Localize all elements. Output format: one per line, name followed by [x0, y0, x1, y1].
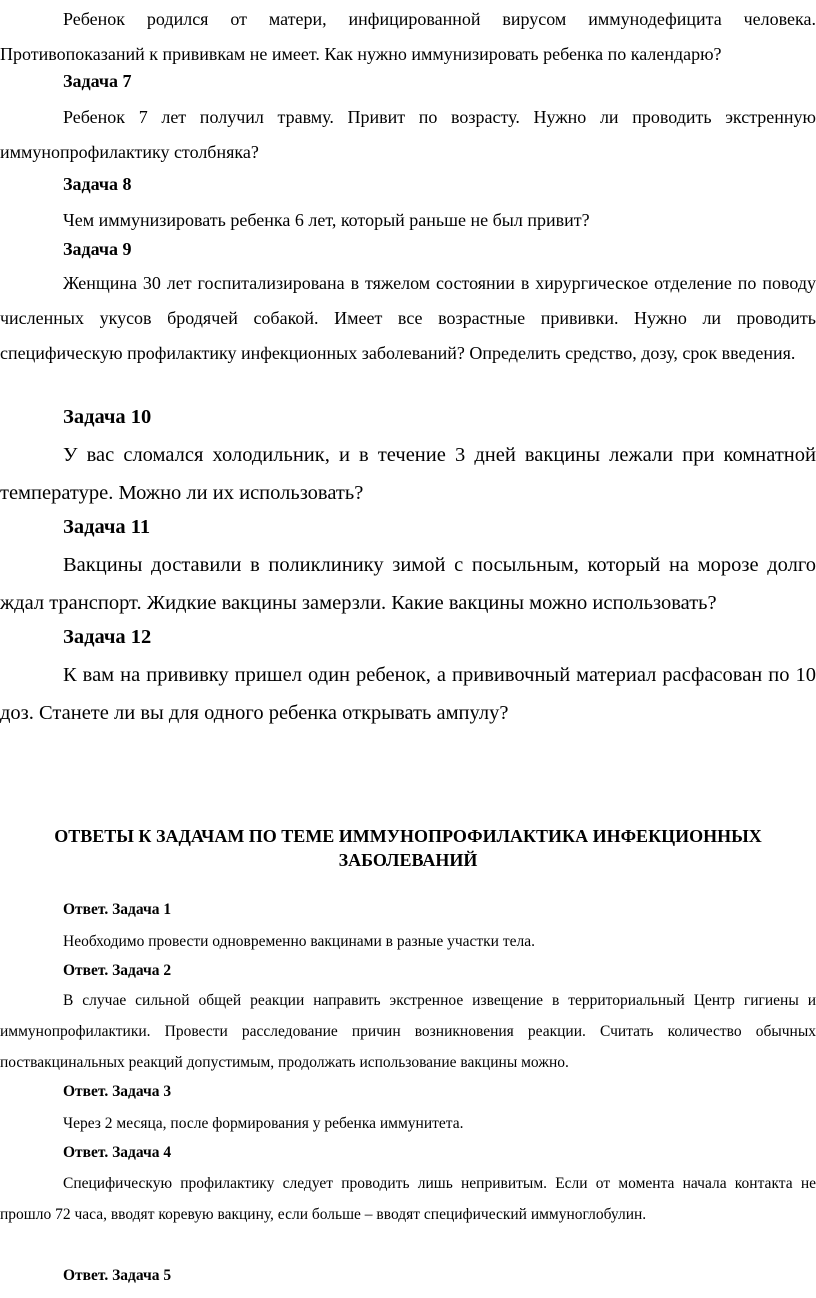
- task-10-text: У вас сломался холодильник, и в течение 3 дней вакцины лежали при комнатной температуре. Можно ли их использовать?: [0, 444, 816, 504]
- task-12-text: К вам на прививку пришел один ребенок, а прививочный материал расфасован по 10 доз. Станете ли вы для одного ребенка открывать ампулу?: [0, 664, 816, 724]
- task-8-heading: Задача 8: [63, 174, 132, 194]
- answer-4-heading: Ответ. Задача 4: [63, 1144, 172, 1161]
- task-7-heading: Задача 7: [63, 71, 132, 91]
- answer-2-text: В случае сильной общей реакции направить экстренное извещение в территориальный Центр гигиены и иммунопрофилактики. Провести расследование причин возникновения реакции. Считать количество обычных поствакцинальных реакций допустимым, продолжать использование вакцины можно.: [0, 992, 816, 1071]
- task-9-text: Женщина 30 лет госпитализирована в тяжелом состоянии в хирургическое отделение по поводу численных укусов бродячей собакой. Имеет все возрастные прививки. Нужно ли проводить специфическую профилактику инфекционных заболеваний? Определить средство, дозу, срок введения.: [0, 273, 816, 363]
- task-7-text: Ребенок 7 лет получил травму. Привит по возрасту. Нужно ли проводить экстренную иммунопрофилактику столбняка?: [0, 107, 816, 162]
- answer-1-heading: Ответ. Задача 1: [63, 901, 172, 918]
- task-11-heading: Задача 11: [63, 516, 151, 538]
- answer-3-text: Через 2 месяца, после формирования у ребенка иммунитета.: [63, 1115, 464, 1132]
- answers-title: ОТВЕТЫ К ЗАДАЧАМ ПО ТЕМЕ ИММУНОПРОФИЛАКТИКА ИНФЕКЦИОННЫХ ЗАБОЛЕВАНИЙ: [54, 826, 762, 870]
- task-8-text: Чем иммунизировать ребенка 6 лет, который раньше не был привит?: [63, 210, 590, 230]
- answer-1-text: Необходимо провести одновременно вакцинами в разные участки тела.: [63, 933, 535, 950]
- task-11-text: Вакцины доставили в поликлинику зимой с посыльным, который на морозе долго ждал транспорт. Жидкие вакцины замерзли. Какие вакцины можно использовать?: [0, 554, 816, 614]
- answer-3-heading: Ответ. Задача 3: [63, 1083, 172, 1100]
- task-6-text: Ребенок родился от матери, инфицированной вирусом иммунодефицита человека. Противопоказаний к прививкам не имеет. Как нужно иммунизировать ребенка по календарю?: [0, 9, 816, 64]
- answer-5-heading: Ответ. Задача 5: [63, 1267, 172, 1284]
- answer-4-text: Специфическую профилактику следует проводить лишь непривитым. Если от момента начала контакта не прошло 72 часа, вводят коревую вакцину, если больше – вводят специфический иммуноглобулин.: [0, 1175, 816, 1223]
- task-10-heading: Задача 10: [63, 406, 152, 428]
- task-9-heading: Задача 9: [63, 239, 132, 259]
- answer-2-heading: Ответ. Задача 2: [63, 962, 172, 979]
- task-12-heading: Задача 12: [63, 626, 152, 648]
